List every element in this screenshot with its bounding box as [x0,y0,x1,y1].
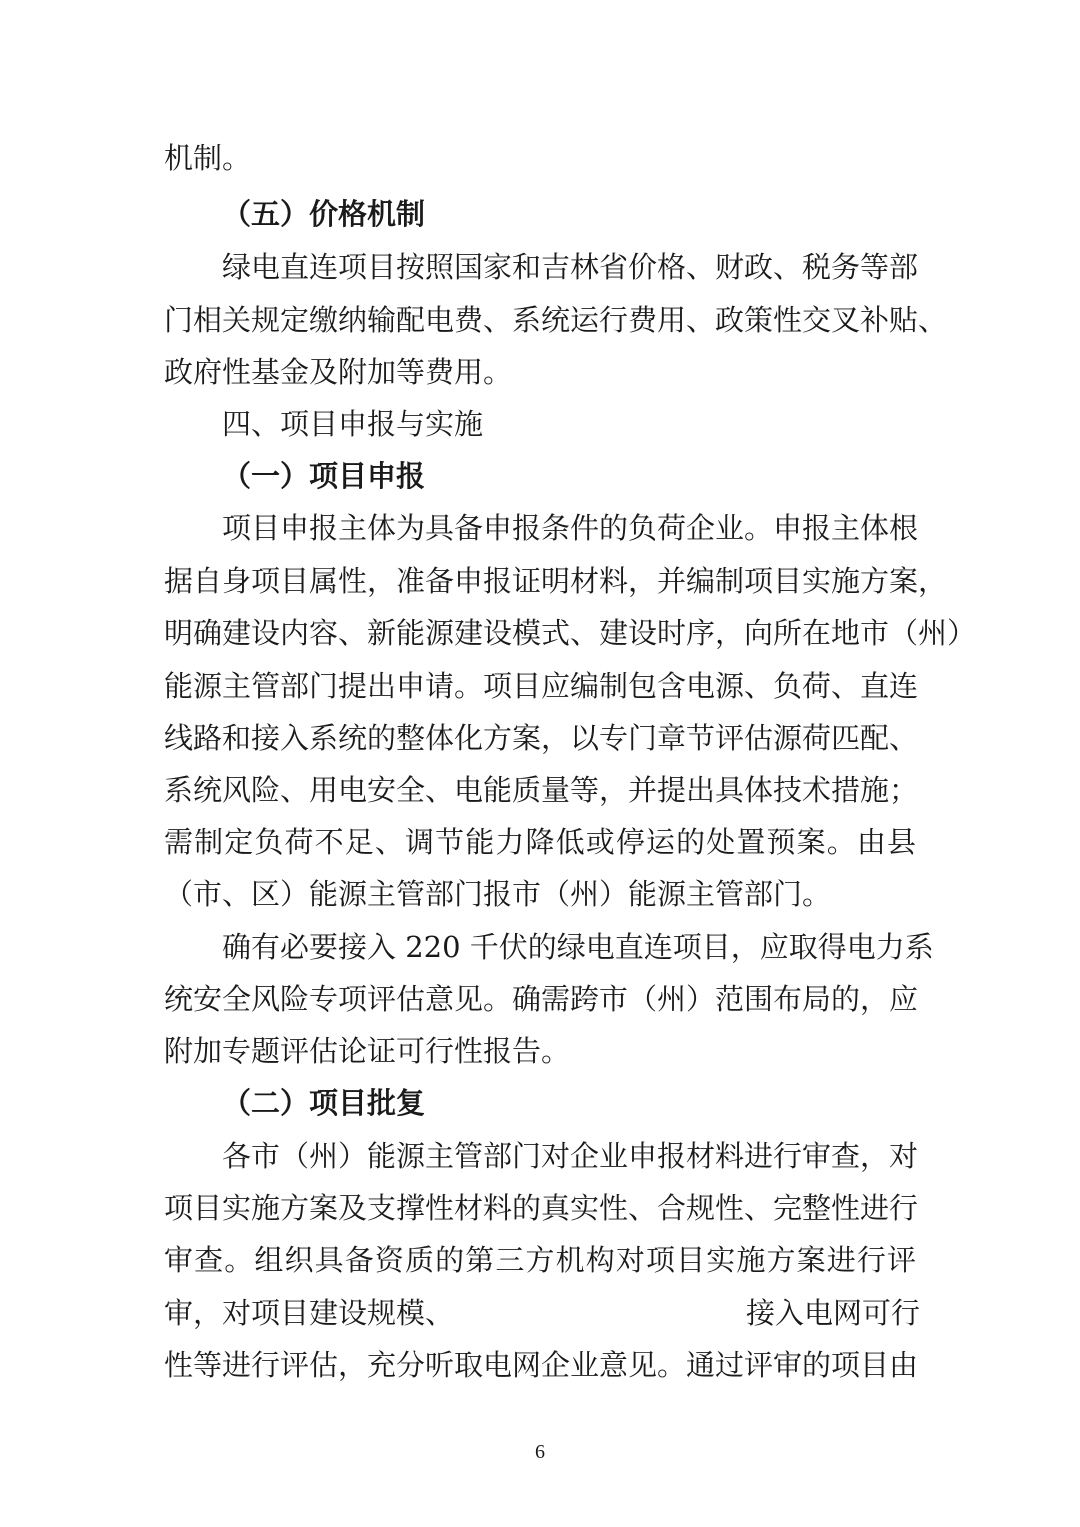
paragraph-line: 审查。组织具备资质的第三方机构对项目实施方案进行评 [164,1243,916,1277]
paragraph-line: 绿电直连项目按照国家和吉林省价格、财政、税务等部 [222,250,919,284]
paragraph-line: 机制。 [164,141,252,175]
paragraph-line: 据自身项目属性，准备申报证明材料，并编制项目实施方案， [164,564,948,598]
paragraph-line: 附加专题评估论证可行性报告。 [164,1034,571,1068]
paragraph-line: 系统风险、用电安全、电能质量等，并提出具体技术措施； [164,773,919,807]
paragraph-line-right-part: 接入电网可行 [745,1296,920,1330]
paragraph-line: 政府性基金及附加等费用。 [164,355,513,389]
paragraph-line-left-part: 审，对项目建设规模、 [164,1296,455,1330]
page-number: 6 [535,1441,545,1463]
section-heading-project-application: （一）项目申报 [222,459,426,493]
paragraph-line: 明确建设内容、新能源建设模式、建设时序，向所在地市（州） [164,616,977,650]
paragraph-line: 项目实施方案及支撑性材料的真实性、合规性、完整性进行 [164,1191,919,1225]
paragraph-line: 性等进行评估，充分听取电网企业意见。通过评审的项目由 [164,1348,919,1382]
chapter-heading-project-application: 四、项目申报与实施 [222,407,484,441]
paragraph-line: 项目申报主体为具备申报条件的负荷企业。申报主体根 [222,511,919,545]
section-heading-price-mechanism: （五）价格机制 [222,197,426,231]
paragraph-line: 线路和接入系统的整体化方案，以专门章节评估源荷匹配、 [164,721,919,755]
section-heading-project-approval: （二）项目批复 [222,1086,426,1120]
paragraph-line: 统安全风险专项评估意见。确需跨市（州）范围布局的，应 [164,982,919,1016]
paragraph-line: （市、区）能源主管部门报市（州）能源主管部门。 [164,877,832,911]
paragraph-line: 各市（州）能源主管部门对企业申报材料进行审查，对 [222,1139,919,1173]
paragraph-line: 确有必要接入 220 千伏的绿电直连项目，应取得电力系 [222,930,934,964]
paragraph-line: 门相关规定缴纳输配电费、系统运行费用、政策性交叉补贴、 [164,303,948,337]
paragraph-line: 需制定负荷不足、调节能力降低或停运的处置预案。由县 [164,825,916,859]
paragraph-line: 能源主管部门提出申请。项目应编制包含电源、负荷、直连 [164,669,919,703]
